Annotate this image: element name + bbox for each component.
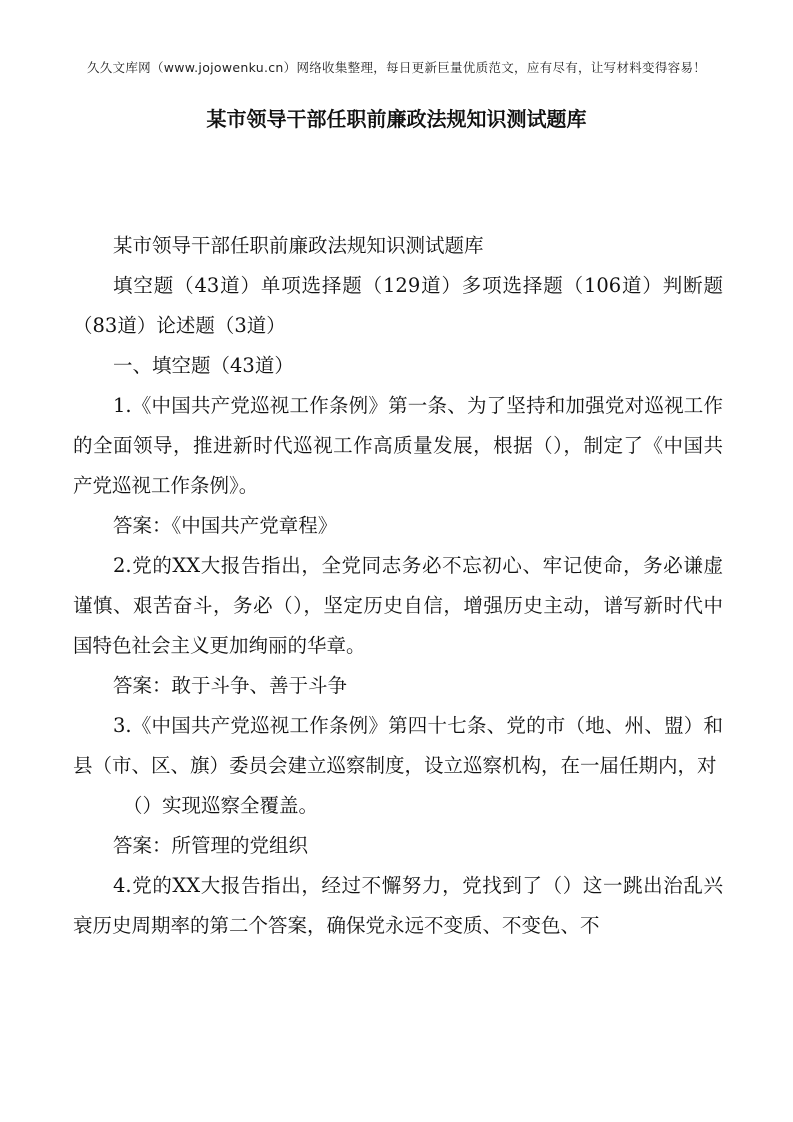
header-banner: 久久文库网（www.jojowenku.cn）网络收集整理，每日更新巨量优质范文，应有尽有，让写材料变得容易！ — [86, 60, 707, 75]
answer-2: 答案：敢于斗争、善于斗争 — [113, 674, 348, 697]
question-3-continuation: （）实现巡察全覆盖。 — [123, 794, 319, 817]
question-3: 3.《中国共产党巡视工作条例》第四十七条、党的市（地、州、盟）和县（市、区、旗）委员会建立巡察制度，设立巡察机构，在一届任期内，对 — [73, 714, 723, 777]
document-title: 某市领导干部任职前廉政法规知识测试题库 — [206, 107, 587, 131]
question-count-paragraph: 填空题（43道）单项选择题（129道）多项选择题（106道）判断题（83道）论述题（3道） — [73, 274, 723, 337]
answer-1: 答案：《中国共产党章程》 — [113, 514, 338, 537]
answer-3: 答案：所管理的党组织 — [113, 834, 309, 857]
subtitle-paragraph: 某市领导干部任职前廉政法规知识测试题库 — [113, 234, 484, 257]
question-1: 1.《中国共产党巡视工作条例》第一条、为了坚持和加强党对巡视工作的全面领导，推进新时代巡视工作高质量发展，根据（），制定了《中国共产党巡视工作条例》。 — [73, 394, 723, 497]
section-heading: 一、填空题（43道） — [113, 354, 294, 377]
question-4: 4.党的XX大报告指出，经过不懈努力，党找到了（）这一跳出治乱兴衰历史周期率的第二个答案，确保党永远不变质、不变色、不 — [73, 874, 723, 937]
question-2: 2.党的XX大报告指出，全党同志务必不忘初心、牢记使命，务必谦虚谨慎、艰苦奋斗，务必（），坚定历史自信，增强历史主动，谱写新时代中国特色社会主义更加绚丽的华章。 — [73, 554, 723, 657]
document-body — [73, 226, 723, 946]
